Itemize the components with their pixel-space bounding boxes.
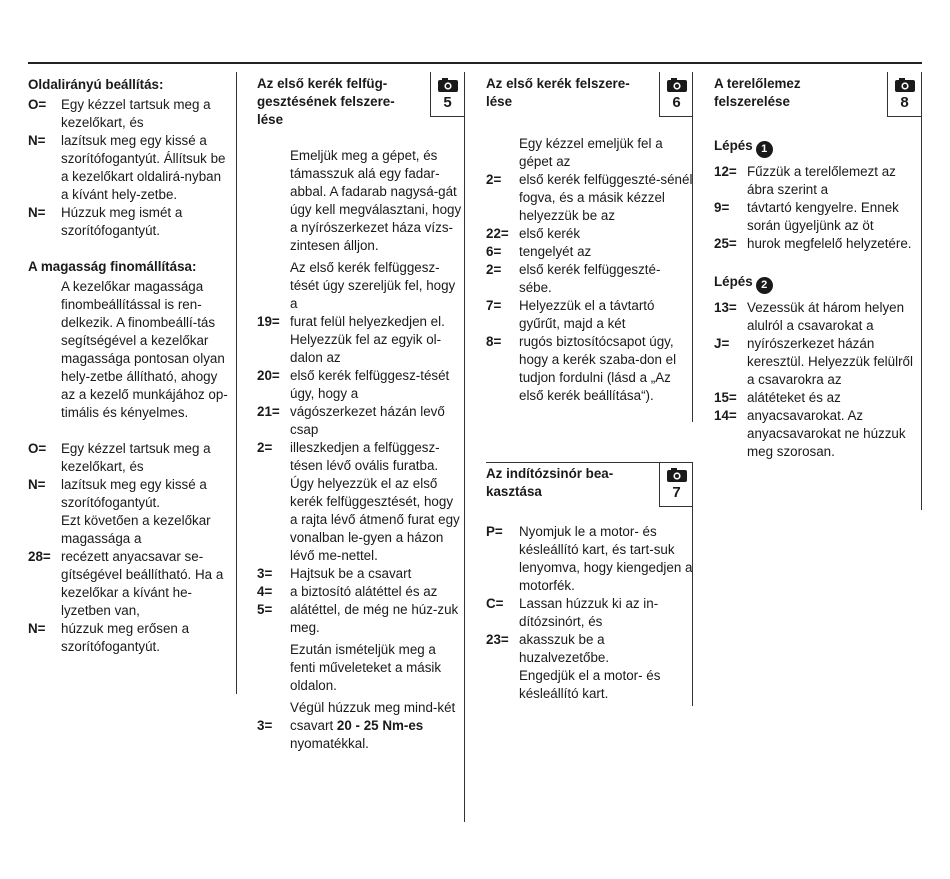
list-item	[28, 548, 228, 620]
item-text: első kerék felfüggesz-tését úgy, hogy a	[290, 368, 450, 401]
item-text: hurok megfelelő helyzetére.	[747, 236, 912, 251]
item-text: húzzuk meg erősen a szorítófogantyút.	[61, 621, 190, 654]
item-label: O=	[28, 97, 47, 112]
item-label: 19=	[257, 314, 280, 329]
item-label: 3=	[257, 566, 273, 581]
item-text: vágószerkezet házán levő csap	[290, 404, 445, 437]
item-list	[486, 171, 693, 405]
paragraph: Az első kerék felfüggesz-tését úgy szereljük fel, hogy a	[290, 260, 456, 311]
item-text: első kerék	[519, 226, 581, 241]
item-text: Hajtsuk be a csavart	[290, 566, 412, 581]
list-item	[714, 299, 921, 335]
list-item	[257, 565, 464, 583]
step-number-badge: 1	[756, 141, 773, 158]
item-text: nyírószerkezet házán keresztül. Helyezzük felülről a csavarokra az	[747, 336, 913, 387]
item-text: Helyezzük fel az egyik ol-dalon az	[290, 332, 442, 365]
item-text: a biztosító alátéttel és az	[290, 584, 438, 599]
item-text: Nyomjuk le a motor- és késleállító kart, és tart-suk lenyomva, hogy kiengedjen a motorfék.	[519, 524, 693, 593]
step-heading-1	[714, 137, 921, 158]
item-label: 13=	[714, 300, 737, 315]
step-heading-2	[714, 273, 921, 294]
list-item	[257, 367, 464, 403]
item-label: C=	[486, 596, 504, 611]
list-item	[28, 620, 228, 656]
paragraph: Egy kézzel emeljük fel a gépet az	[519, 136, 663, 169]
step-number-badge: 2	[756, 277, 773, 294]
torque-value: 20 - 25 Nm-es	[336, 718, 424, 733]
list-item	[28, 204, 228, 240]
item-text: távtartó kengyelre. Ennek során ügyeljünk az öt	[747, 200, 899, 233]
item-label: 22=	[486, 226, 509, 241]
camera-icon	[895, 78, 915, 92]
camera-icon	[667, 78, 687, 92]
item-label: 3=	[257, 718, 273, 733]
list-item	[714, 389, 921, 407]
figure-reference-7	[659, 462, 693, 507]
item-text: Vezessük át három helyen alulról a csavarokat a	[747, 300, 905, 333]
figure-reference-8	[887, 72, 921, 117]
list-item	[714, 235, 921, 253]
item-label: N=	[28, 477, 46, 492]
item-text: Húzzuk meg ismét a szorítófogantyút.	[61, 205, 183, 238]
item-label: 12=	[714, 164, 737, 179]
item-label: 21=	[257, 404, 280, 419]
figure-number: 5	[443, 94, 452, 111]
list-item	[486, 171, 693, 225]
section-title: Az első kerék felfüg-gesztésének felszere-lése	[257, 76, 395, 127]
item-label: 2=	[486, 262, 502, 277]
item-text: rugós biztosítócsapot úgy, hogy a kerék szaba-don el tudjon fordulni (lásd a „Az első kerék beállítása“).	[519, 334, 677, 403]
figure-reference-6	[659, 72, 693, 117]
item-text: lazítsuk meg egy kissé a szorítófogantyút. Állítsuk be a kezelőkart oldalirá-nyban a kívánt hely-zetbe.	[61, 133, 226, 202]
item-label: 4=	[257, 584, 273, 599]
item-label: N=	[28, 205, 46, 220]
section-title: Az indítózsinór bea-kasztása	[486, 466, 614, 499]
item-text: akasszuk be a huzalvezetőbe.	[519, 632, 610, 665]
item-label: 25=	[714, 236, 737, 251]
item-text: Helyezzük el a távtartó gyűrűt, majd a két	[519, 298, 655, 331]
figure-number: 7	[672, 484, 681, 501]
item-label: 2=	[486, 172, 502, 187]
list-item	[257, 331, 464, 367]
item-label: O=	[28, 441, 47, 456]
section-title: A terelőlemez felszerelése	[714, 76, 801, 109]
list-item	[486, 667, 693, 703]
column-1	[28, 76, 228, 656]
list-item	[486, 297, 693, 333]
list-item	[28, 440, 228, 476]
item-text: alátéteket és az	[747, 390, 841, 405]
item-text: lazítsuk meg egy kissé a szorítófogantyút.	[61, 477, 207, 510]
item-text: recézett anyacsavar se-gítségével beállítható. Ha a kezelőkar a kívánt he-lyzetben van,	[61, 549, 224, 618]
list-item	[257, 313, 464, 331]
paragraph: Végül húzzuk meg mind-két	[290, 700, 456, 715]
camera-icon	[667, 468, 687, 482]
top-rule	[28, 62, 922, 64]
paragraph: Emeljük meg a gépet, és támasszuk alá egy fadar-abbal. A fadarab nagysá-gát úgy kell megválasztani, hogy a nyírószerkezet háza vízs-zintesen álljon.	[290, 148, 462, 253]
item-text: anyacsavarokat. Az anyacsavarokat ne húzzuk meg szorosan.	[747, 408, 906, 459]
list-item	[28, 512, 228, 548]
item-text: Lassan húzzuk ki az in-dítózsinórt, és	[519, 596, 659, 629]
list-item	[257, 601, 464, 637]
item-label: 2=	[257, 440, 273, 455]
list-item	[714, 199, 921, 235]
item-label: N=	[28, 621, 46, 636]
column-divider	[464, 72, 465, 822]
item-label: N=	[28, 133, 46, 148]
item-label: 7=	[486, 298, 502, 313]
item-text: furat felül helyezkedjen el.	[290, 314, 445, 329]
column-divider	[236, 72, 237, 694]
camera-icon	[438, 78, 458, 92]
item-label: 28=	[28, 549, 51, 564]
item-text: nyomatékkal.	[290, 736, 369, 751]
item-list	[486, 523, 693, 703]
column-3-lower	[486, 462, 693, 703]
item-label: 5=	[257, 602, 273, 617]
column-2	[257, 72, 464, 753]
item-label: 6=	[486, 244, 502, 259]
item-text: Ezt követően a kezelőkar magassága a	[61, 513, 211, 546]
list-item	[714, 335, 921, 389]
figure-number: 6	[672, 94, 681, 111]
list-item	[257, 717, 464, 753]
list-item	[486, 595, 693, 631]
list-item	[28, 476, 228, 512]
item-text: csavart	[290, 718, 334, 733]
item-text: első kerék felfüggeszté-sénél fogva, és a másik kézzel helyezzük be az	[519, 172, 693, 223]
list-item	[28, 96, 228, 132]
step-word: Lépés	[714, 138, 753, 153]
column-4	[714, 72, 921, 461]
section-title-lateral: Oldalirányú beállítás:	[28, 77, 164, 92]
list-item	[486, 333, 693, 405]
list-item	[486, 631, 693, 667]
item-label: 8=	[486, 334, 502, 349]
item-list	[28, 96, 228, 240]
paragraph: A kezelőkar magassága finombeállítással is ren-delkezik. A finombeállí-tás segítségével a kezelőkar magassága pontosan olyan hely-zetbe állítható, ahogy az a kezelő munkájához op-timális és kényelmes.	[61, 279, 228, 420]
list-item	[714, 163, 921, 199]
column-divider	[921, 72, 922, 510]
figure-reference-5	[430, 72, 464, 117]
paragraph: Ezután ismételjük meg a fenti műveleteket a másik oldalon.	[290, 642, 442, 693]
step-word: Lépés	[714, 274, 753, 289]
item-text: Egy kézzel tartsuk meg a kezelőkart, és	[61, 441, 211, 474]
list-item	[486, 523, 693, 595]
item-list	[714, 299, 921, 461]
list-item	[28, 132, 228, 204]
item-text: illeszkedjen a felfüggesz-tésen lévő ovális furatba. Úgy helyezzük el az első kerék felfüggesztését, hogy a rajta lévő átmenő furat egy vonalban le-gyen a házon lévő me-nettel.	[290, 440, 460, 563]
column-3	[486, 72, 693, 405]
list-item	[257, 439, 464, 565]
list-item	[257, 583, 464, 601]
item-text: Fűzzük a terelőlemezt az ábra szerint a	[747, 164, 896, 197]
item-label: J=	[714, 336, 730, 351]
item-text: Egy kézzel tartsuk meg a kezelőkart, és	[61, 97, 211, 130]
item-label: 9=	[714, 200, 730, 215]
list-item	[486, 243, 693, 261]
section-title-height: A magasság finomállítása:	[28, 259, 197, 274]
list-item	[714, 407, 921, 461]
list-item	[486, 225, 693, 243]
item-text: alátéttel, de még ne húz-zuk meg.	[290, 602, 459, 635]
item-list	[28, 440, 228, 656]
item-label: 23=	[486, 632, 509, 647]
item-label: P=	[486, 524, 503, 539]
item-text: Engedjük el a motor- és késleállító kart.	[519, 668, 661, 701]
list-item	[486, 261, 693, 297]
item-list	[714, 163, 921, 253]
item-text: tengelyét az	[519, 244, 592, 259]
item-list	[257, 313, 464, 637]
list-item	[257, 403, 464, 439]
figure-number: 8	[900, 94, 909, 111]
item-label: 20=	[257, 368, 280, 383]
section-title: Az első kerék felszere-lése	[486, 76, 630, 109]
item-text: első kerék felfüggeszté-sébe.	[519, 262, 661, 295]
item-label: 14=	[714, 408, 737, 423]
item-label: 15=	[714, 390, 737, 405]
